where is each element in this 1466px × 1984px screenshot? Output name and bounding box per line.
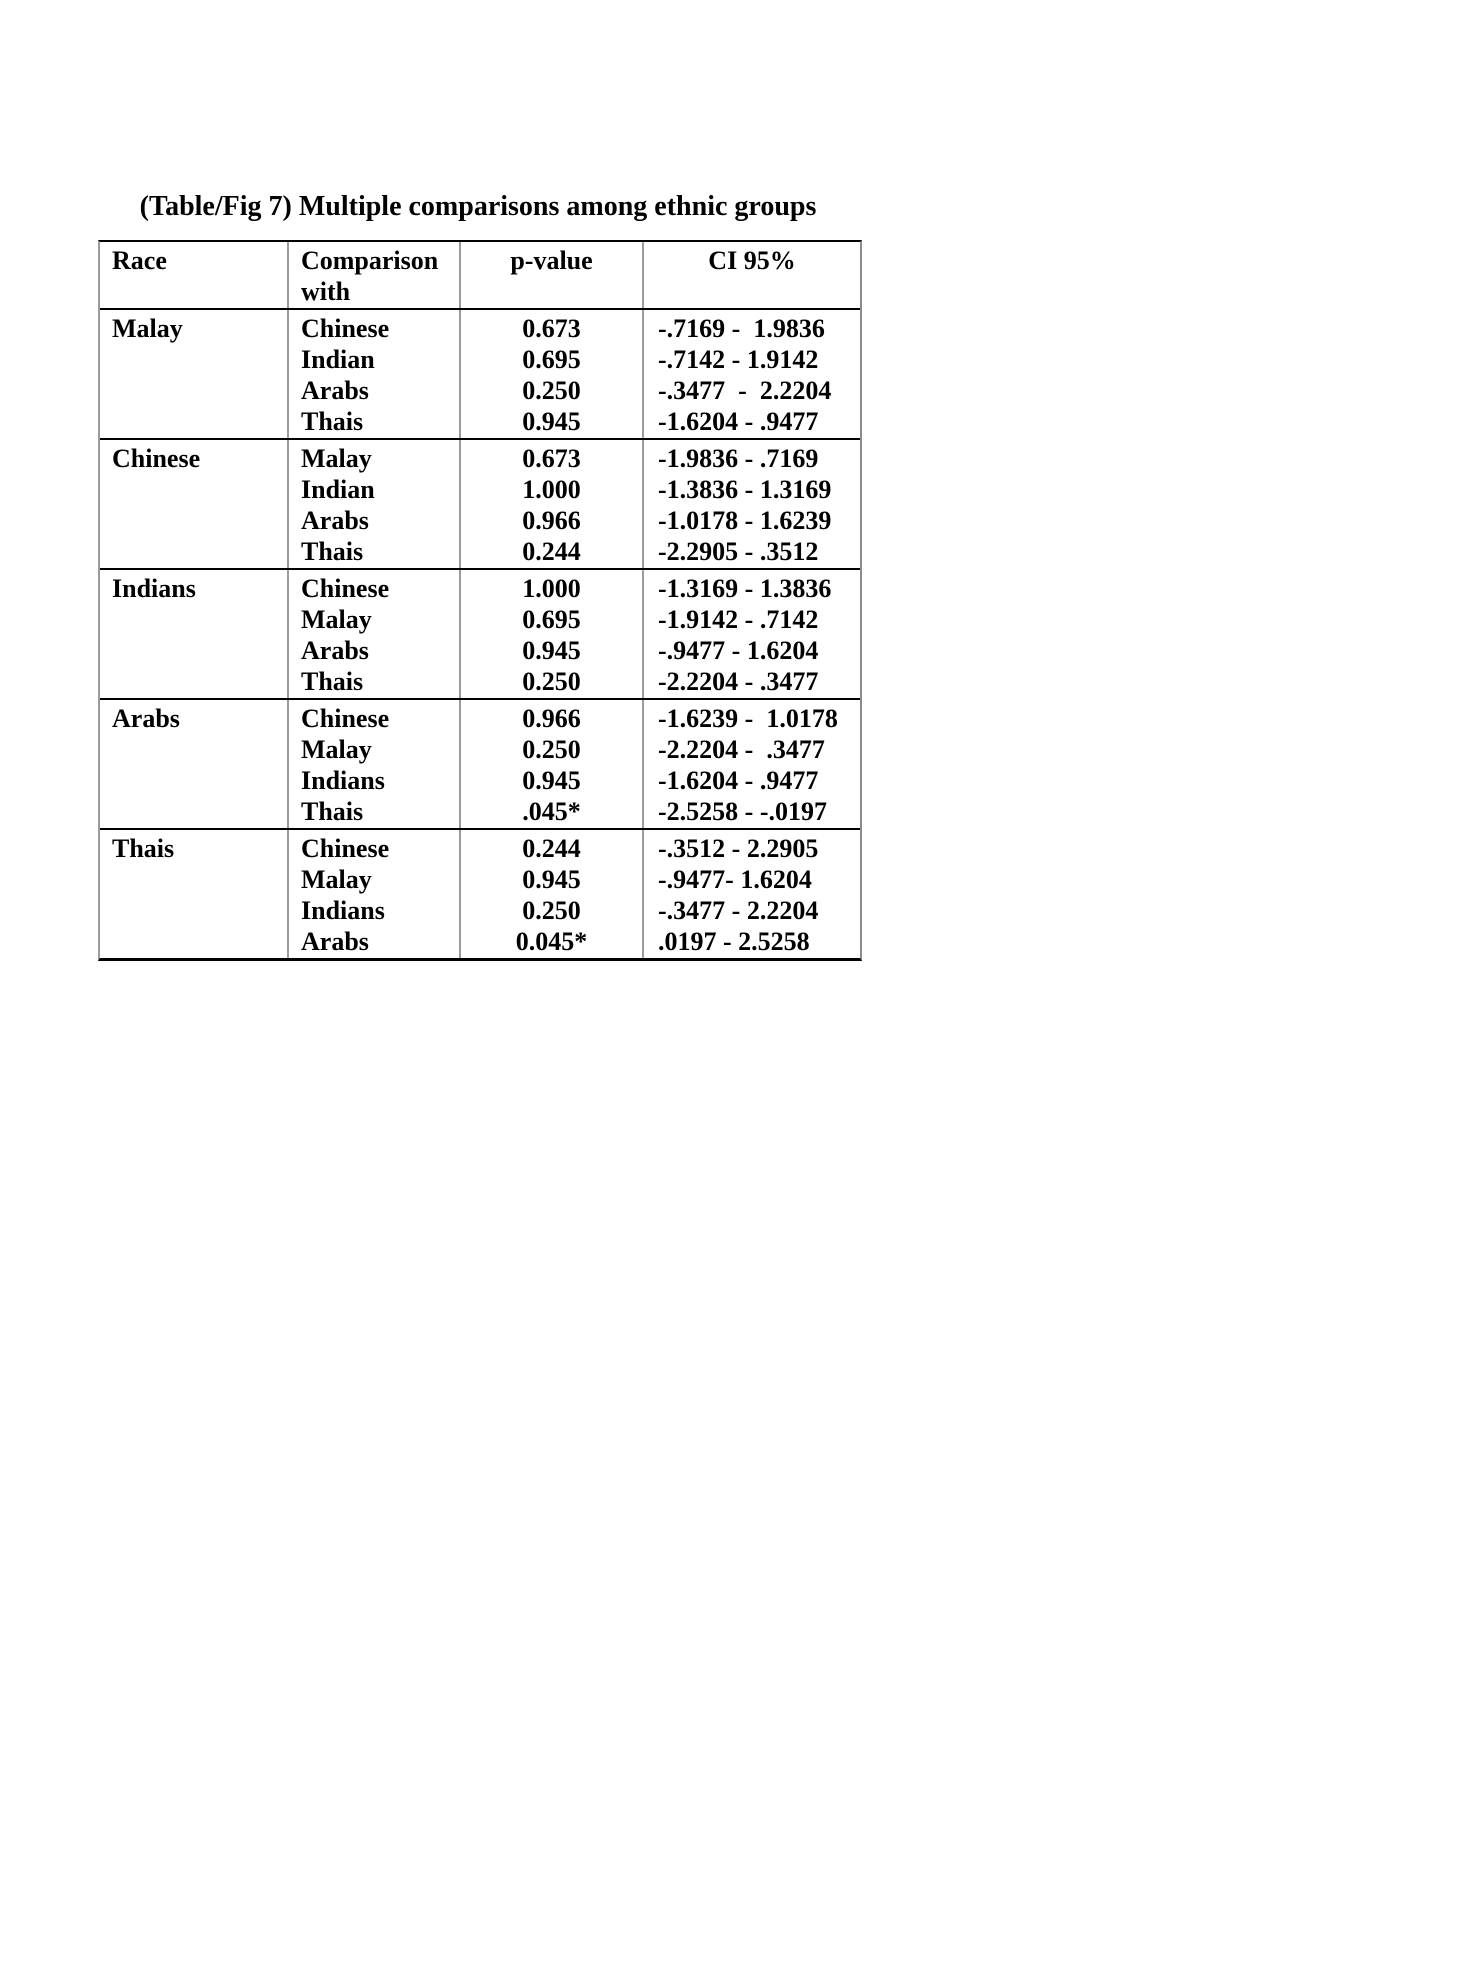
p-value: 0.250: [522, 667, 581, 696]
ci-value: -1.6204 - .9477: [658, 766, 819, 795]
comparison-label: Arabs: [301, 376, 369, 405]
p-value: 0.966: [522, 506, 581, 535]
ci-value-cell: [642, 310, 860, 438]
ci-value: -2.2905 - .3512: [658, 537, 819, 566]
p-value: 0.250: [522, 735, 581, 764]
comparison-label: Malay: [301, 865, 372, 894]
comparison-label: Chinese: [301, 704, 390, 733]
p-value: .045*: [522, 797, 581, 826]
ci-value: .0197 - 2.5258: [658, 927, 810, 956]
p-value: 0.250: [522, 896, 581, 925]
comparison-label: Malay: [301, 444, 372, 473]
p-value-cell: [459, 700, 642, 828]
comparison-label: Chinese: [301, 314, 390, 343]
p-value: 1.000: [522, 574, 581, 603]
race-cell: Thais: [112, 834, 175, 863]
table-section-row: [100, 700, 860, 830]
column-header-p-value: p-value: [459, 242, 642, 308]
ci-value-cell: [642, 700, 860, 828]
p-value: 0.966: [522, 704, 581, 733]
p-value: 1.000: [522, 475, 581, 504]
p-value: 0.244: [522, 834, 581, 863]
p-value-cell: [459, 570, 642, 698]
ci-value: -.3477 - 2.2204: [658, 376, 832, 405]
comparison-label: Indians: [301, 766, 385, 795]
table-header-row: [100, 242, 860, 310]
table-caption: (Table/Fig 7) Multiple comparisons among ethnic groups: [139, 191, 817, 222]
ci-value: -.3512 - 2.2905: [658, 834, 819, 863]
table-body: [100, 310, 860, 958]
p-value-cell: [459, 830, 642, 958]
ci-value: -1.9836 - .7169: [658, 444, 819, 473]
comparison-label-cell: [287, 440, 459, 568]
comparison-label: Indians: [301, 896, 385, 925]
p-value: 0.945: [522, 865, 581, 894]
p-value-cell: [459, 440, 642, 568]
comparison-label: Thais: [301, 537, 364, 566]
p-value: 0.945: [522, 407, 581, 436]
comparison-label-cell: [287, 570, 459, 698]
column-header-ci-95: CI 95%: [642, 242, 860, 308]
ci-value: -2.2204 - .3477: [658, 735, 825, 764]
race-cell: Malay: [112, 314, 183, 343]
column-header-comparison-with: Comparison with: [287, 242, 459, 308]
ci-value: -1.3836 - 1.3169: [658, 475, 832, 504]
comparison-label: Chinese: [301, 834, 390, 863]
comparison-label-cell: [287, 830, 459, 958]
ci-value: -.9477- 1.6204: [658, 865, 812, 894]
ci-value: -.9477 - 1.6204: [658, 636, 819, 665]
comparison-label: Indian: [301, 475, 375, 504]
p-value: 0.695: [522, 605, 581, 634]
p-value: 0.673: [522, 444, 581, 473]
comparison-label: Thais: [301, 407, 364, 436]
comparison-label: Thais: [301, 667, 364, 696]
p-value: 0.244: [522, 537, 581, 566]
table-section-row: [100, 830, 860, 958]
p-value: 0.945: [522, 636, 581, 665]
comparison-label: Chinese: [301, 574, 390, 603]
comparison-label-cell: [287, 310, 459, 438]
table-section-row: [100, 570, 860, 700]
table-section-row: [100, 440, 860, 570]
p-value: 0.945: [522, 766, 581, 795]
table-section-row: [100, 310, 860, 440]
comparison-label-cell: [287, 700, 459, 828]
comparison-label: Malay: [301, 735, 372, 764]
comparison-label: Arabs: [301, 636, 369, 665]
race-cell: Chinese: [112, 444, 201, 473]
ci-value-cell: [642, 570, 860, 698]
column-header-race: Race: [112, 246, 167, 275]
comparison-label: Thais: [301, 797, 364, 826]
ci-value: -.3477 - 2.2204: [658, 896, 819, 925]
ci-value-cell: [642, 440, 860, 568]
race-cell: Arabs: [112, 704, 180, 733]
p-value: 0.045*: [515, 927, 588, 956]
comparison-label: Arabs: [301, 506, 369, 535]
comparison-label: Arabs: [301, 927, 369, 956]
ci-value: -1.6239 - 1.0178: [658, 704, 838, 733]
p-value: 0.673: [522, 314, 581, 343]
comparison-label: Malay: [301, 605, 372, 634]
ci-value-cell: [642, 830, 860, 958]
ci-value: -1.3169 - 1.3836: [658, 574, 832, 603]
ci-value: -1.0178 - 1.6239: [658, 506, 832, 535]
p-value-cell: [459, 310, 642, 438]
ci-value: -1.9142 - .7142: [658, 605, 819, 634]
comparison-label: Indian: [301, 345, 375, 374]
p-value: 0.250: [522, 376, 581, 405]
comparison-table: [98, 240, 862, 961]
p-value: 0.695: [522, 345, 581, 374]
ci-value: -2.5258 - -.0197: [658, 797, 827, 826]
ci-value: -2.2204 - .3477: [658, 667, 819, 696]
ci-value: -1.6204 - .9477: [658, 407, 819, 436]
race-cell: Indians: [112, 574, 196, 603]
ci-value: -.7169 - 1.9836: [658, 314, 825, 343]
ci-value: -.7142 - 1.9142: [658, 345, 819, 374]
